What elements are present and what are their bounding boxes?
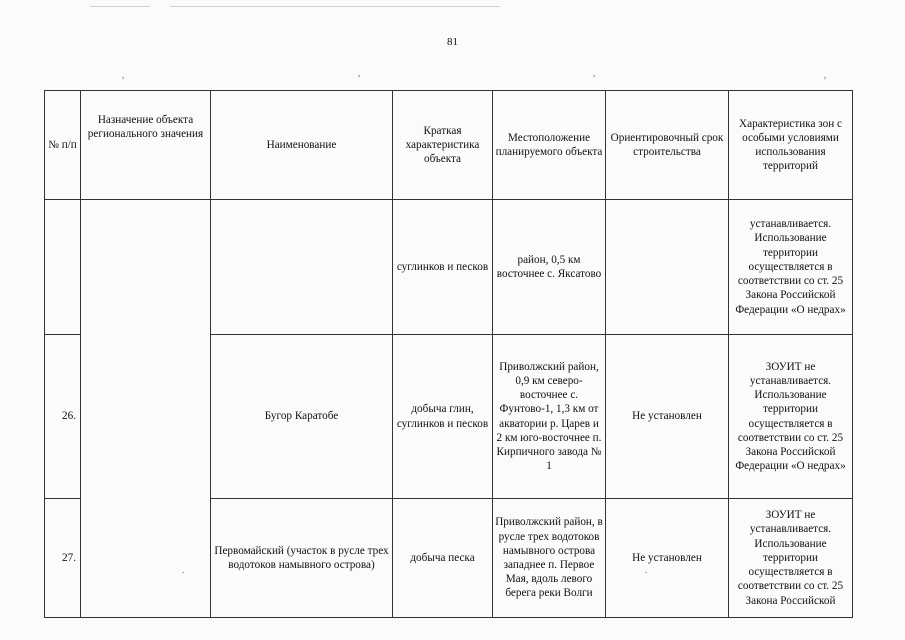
row-zones: устанавливается. Использование территории осуществляется в соответствии со ст. 25 Закона Российской Федерации «О недрах» bbox=[729, 200, 853, 335]
row-location: Приволжский район, 0,9 км северо-восточнее с. Фунтово-1, 1,3 км от акватории р. Царев и 2 км юго-восточнее п. Кирпичного завода № 1 bbox=[493, 335, 606, 499]
row-num: 26. bbox=[45, 335, 81, 499]
row-brief: добыча песка bbox=[393, 499, 493, 618]
scan-speck: , bbox=[358, 68, 361, 78]
page-number: 81 bbox=[447, 36, 458, 48]
row-location: Приволжский район, в русле трех водотоков намывного острова западнее п. Первое Мая, вдоль левого берега реки Волги bbox=[493, 499, 606, 618]
scan-speck: , bbox=[824, 70, 827, 80]
row-brief: суглинков и песков bbox=[393, 200, 493, 335]
header-zones: Характеристика зон с особыми условиями использования территорий bbox=[729, 91, 853, 200]
header-num: № п/п bbox=[45, 91, 81, 200]
scan-artifact-line bbox=[90, 6, 150, 7]
header-brief: Краткая характеристика объекта bbox=[393, 91, 493, 200]
row-num: 27. bbox=[45, 499, 81, 618]
row-term: Не установлен bbox=[606, 335, 729, 499]
header-location: Местоположение планируемого объекта bbox=[493, 91, 606, 200]
row-zones: ЗОУИТ не устанавливается. Использование территории осуществляется в соответствии со ст. 25 Закона Российской bbox=[729, 499, 853, 618]
header-name: Наименование bbox=[211, 91, 393, 200]
scan-speck: . bbox=[182, 565, 185, 575]
row-name: Бугор Каратобе bbox=[211, 335, 393, 499]
header-purpose: Назначение объекта регионального значения bbox=[81, 91, 211, 200]
scan-speck: . bbox=[645, 565, 648, 575]
row-num bbox=[45, 200, 81, 335]
row-purpose bbox=[81, 200, 211, 618]
row-location: район, 0,5 км восточнее с. Яксатово bbox=[493, 200, 606, 335]
row-zones: ЗОУИТ не устанавливается. Использование территории осуществляется в соответствии со ст. 25 Закона Российской Федерации «О недрах» bbox=[729, 335, 853, 499]
row-brief: добыча глин, суглинков и песков bbox=[393, 335, 493, 499]
row-term bbox=[606, 200, 729, 335]
scan-speck: , bbox=[593, 68, 596, 78]
header-term: Ориентировочный срок строительства bbox=[606, 91, 729, 200]
scan-artifact-line bbox=[170, 6, 500, 7]
row-name: Первомайский (участок в русле трех водотоков намывного острова) bbox=[211, 499, 393, 618]
row-term: Не установлен bbox=[606, 499, 729, 618]
table-header-row bbox=[45, 91, 853, 200]
table-row bbox=[45, 200, 853, 335]
scan-speck: , bbox=[122, 70, 125, 80]
objects-table bbox=[44, 90, 853, 618]
row-name bbox=[211, 200, 393, 335]
